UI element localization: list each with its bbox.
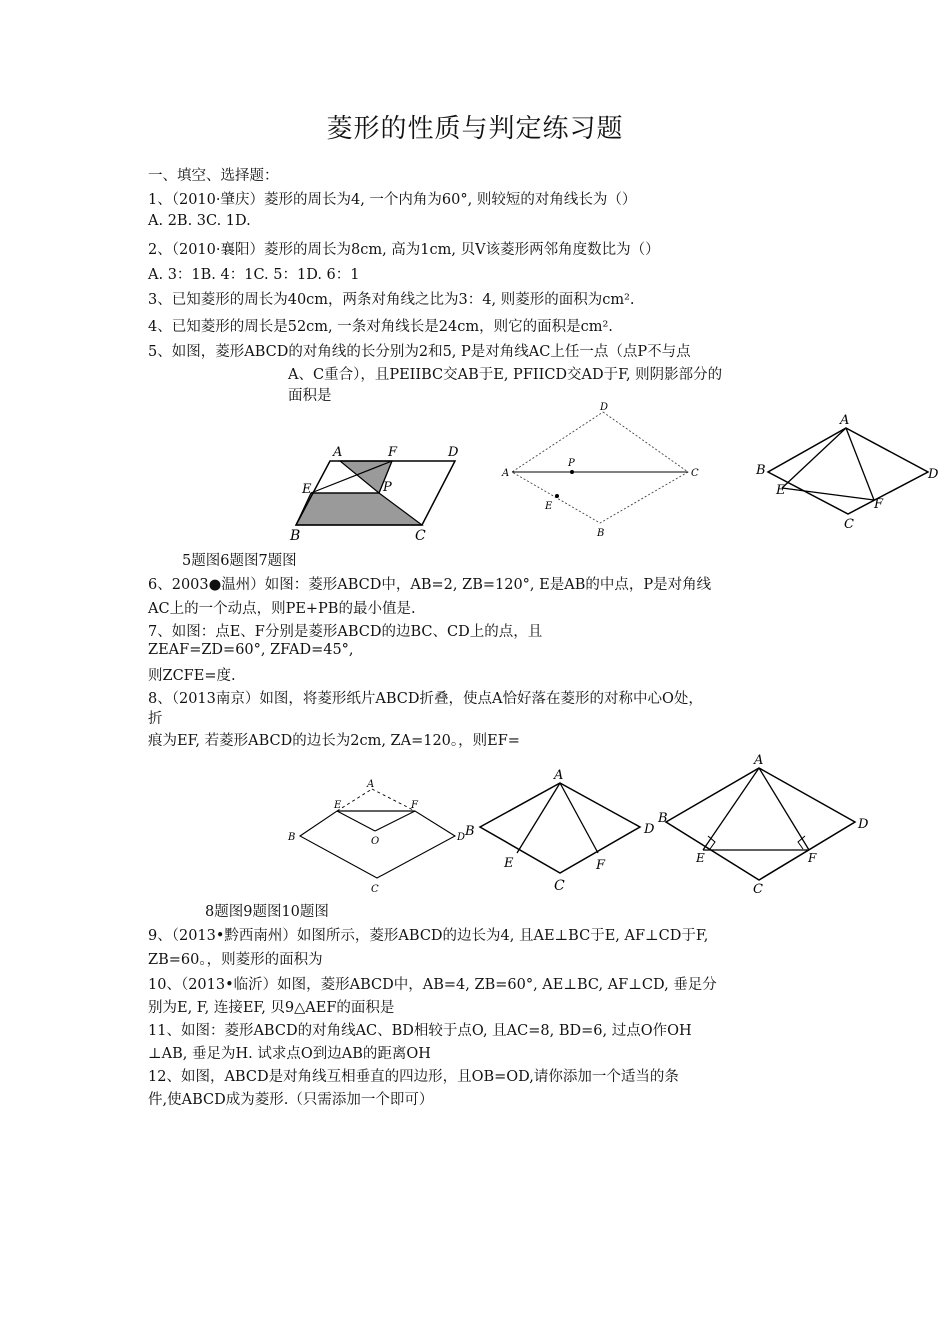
fig5-label-p: P [383, 480, 392, 495]
fig5-label-e: E [302, 482, 312, 497]
question-10: 10、（2013•临沂）如图，菱形ABCD中，AB=4, ZB=60°, AE⊥BC, AF⊥CD, 垂足分 [148, 977, 717, 993]
fig10-label-e: E [696, 851, 705, 865]
question-7: 7、如图：点E、F分别是菱形ABCD的边BC、CD上的点，且 [148, 624, 543, 640]
fig8-label-e: E [334, 800, 342, 811]
fig5-label-c: C [415, 528, 426, 544]
question-11: 11、如图：菱形ABCD的对角线AC、BD相较于点O, 且AC=8, BD=6, 过点O作OH [148, 1023, 692, 1039]
question-6: 6、2003●温州）如图：菱形ABCD中，AB=2, ZB=120°, E是AB的中点，P是对角线 [148, 577, 712, 593]
figure-8 [285, 775, 480, 895]
fig5-label-a: A [333, 445, 343, 460]
fig9-label-d: D [644, 822, 655, 837]
fig8-label-d: D [457, 832, 466, 843]
fig10-label-a: A [754, 753, 764, 768]
question-4: 4、已知菱形的周长是52cm, 一条对角线长是24cm，则它的面积是cm². [148, 319, 613, 335]
question-7-cont: ZEAF=ZD=60°, ZFAD=45°, [148, 642, 354, 658]
fig9-label-e: E [504, 856, 514, 871]
question-5: 5、如图，菱形ABCD的对角线的长分别为2和5, P是对角线AC上任一点（点P不与点 [148, 344, 691, 360]
fig9-label-b: B [465, 824, 475, 839]
figure-5 [285, 440, 465, 545]
fig6-label-e: E [545, 501, 553, 512]
fig6-label-c: C [691, 468, 699, 479]
fig6-label-d: D [600, 402, 609, 413]
question-2-options: A. 3：1B. 4：1C. 5：1D. 6：1 [148, 267, 360, 283]
question-5-cont2: 面积是 [288, 388, 332, 404]
question-1: 1、（2010·肇庆）菱形的周长为4, 一个内角为60°, 则较短的对角线长为（） [148, 192, 637, 208]
fig8-label-c: C [371, 884, 379, 895]
fig5-label-f: F [388, 445, 398, 460]
fig7-label-f: F [874, 497, 884, 512]
question-9-cont: ZB=60。，则菱形的面积为 [148, 952, 323, 968]
fig7-label-d: D [928, 467, 939, 482]
fig5-label-d: D [448, 445, 459, 460]
fig6-label-a: A [502, 468, 510, 479]
question-6-cont: AC上的一个动点，则PE+PB的最小值是. [148, 601, 416, 617]
question-8-cont: 折 [148, 711, 163, 727]
question-3: 3、已知菱形的周长为40cm，两条对角线之比为3：4, 则菱形的面积为cm². [148, 292, 635, 308]
question-9: 9、（2013•黔西南州）如图所示，菱形ABCD的边长为4, 且AE⊥BC于E, AF⊥CD于F, [148, 928, 709, 944]
figure-10 [658, 750, 875, 897]
section-heading: 一、填空、选择题： [148, 168, 279, 184]
question-8-cont2: 痕为EF, 若菱形ABCD的边长为2cm, ZA=120。，则EF= [148, 733, 520, 749]
question-12: 12、如图，ABCD是对角线互相垂直的四边形，且OB=OD,请你添加一个适当的条 [148, 1069, 679, 1085]
caption-5-6-7: 5题图6题图7题图 [182, 553, 297, 569]
fig9-label-f: F [596, 858, 606, 873]
fig6-label-b: B [597, 528, 605, 539]
fig5-label-b: B [290, 528, 301, 544]
caption-8-9-10: 8题图9题图10题图 [205, 904, 329, 920]
fig7-label-c: C [844, 517, 854, 532]
fig8-label-b: B [288, 832, 296, 843]
page-title: 菱形的性质与判定练习题 [326, 114, 624, 144]
fig10-label-b: B [658, 811, 668, 826]
question-12-cont: 件,使ABCD成为菱形.（只需添加一个即可） [148, 1092, 434, 1108]
question-5-cont: A、C重合），且PEIIBC交AB于E, PFIICD交AD于F, 则阴影部分的 [288, 367, 723, 383]
fig8-label-o: O [371, 836, 380, 847]
fig7-label-a: A [840, 413, 850, 428]
fig8-label-a: A [367, 779, 375, 790]
question-7-cont2: 则ZCFE=度. [148, 668, 236, 684]
fig10-label-f: F [808, 851, 817, 865]
question-2: 2、（2010·襄阳）菱形的周长为8cm, 高为1cm, 贝V该菱形两邻角度数比为（） [148, 242, 660, 258]
question-1-options: A. 2B. 3C. 1D. [148, 213, 251, 229]
figure-9 [462, 765, 667, 895]
fig9-label-c: C [554, 878, 565, 894]
question-11-cont: ⊥AB, 垂足为H. 试求点O到边AB的距离OH [148, 1046, 431, 1062]
fig10-label-d: D [858, 817, 869, 832]
fig10-label-c: C [753, 882, 763, 897]
fig5-shaded-bottom [296, 493, 422, 525]
fig7-label-e: E [776, 483, 786, 498]
question-10-cont: 别为E, F, 连接EF, 贝9△AEF的面积是 [148, 1000, 395, 1016]
figure-7 [750, 410, 945, 535]
fig9-label-a: A [554, 768, 564, 783]
fig7-label-b: B [756, 463, 766, 478]
question-8: 8、（2013南京）如图，将菱形纸片ABCD折叠，使点A恰好落在菱形的对称中心O处， [148, 691, 703, 707]
fig8-label-f: F [411, 800, 418, 811]
fig6-label-p: P [568, 458, 575, 469]
figure-6 [500, 400, 710, 540]
